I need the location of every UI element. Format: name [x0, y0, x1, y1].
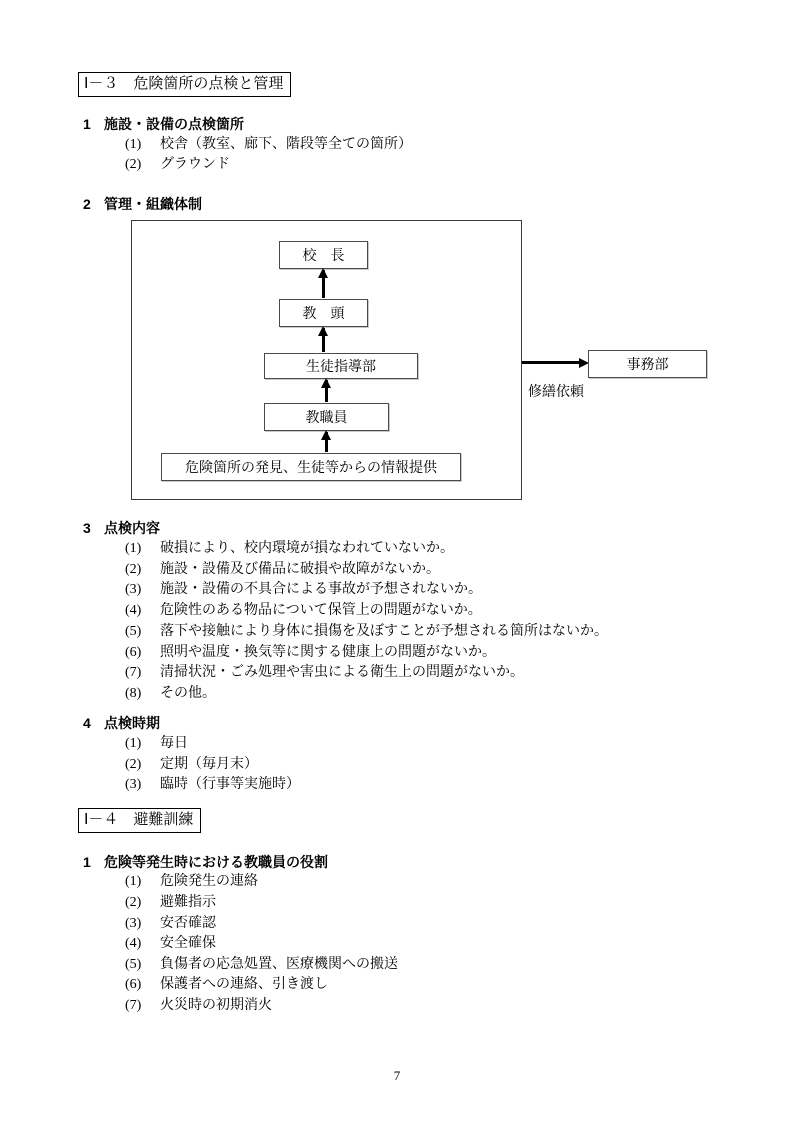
item-label: (2): [125, 157, 142, 172]
item-text: 危険発生の連絡: [160, 874, 258, 889]
item-text: 照明や温度・換気等に関する健康上の問題がないか。: [160, 645, 496, 660]
diagram-node-report: 危険箇所の発見、生徒等からの情報提供: [161, 453, 461, 481]
diagram-node-vice-principal: 教 頭: [279, 299, 368, 327]
list-item: [125, 135, 412, 155]
item-text: 安否確認: [160, 916, 216, 931]
list-item: [125, 601, 482, 621]
item-label: (2): [125, 562, 142, 577]
list-item: [125, 955, 398, 975]
item-label: (4): [125, 603, 142, 618]
diagram-node-student-guidance: 生徒指導部: [264, 353, 418, 379]
list-item: [125, 580, 482, 600]
diagram-node-admin: 事務部: [588, 350, 707, 378]
item-label: (5): [125, 624, 142, 639]
list-item: [125, 914, 216, 934]
item-label: (1): [125, 541, 142, 556]
list-item: [125, 996, 272, 1016]
heading-text: 危険等発生時における教職員の役割: [104, 854, 328, 870]
item-label: (1): [125, 874, 142, 889]
list-item: [125, 560, 440, 580]
diagram-node-principal: 校 長: [279, 241, 368, 269]
item-text: 危険性のある物品について保管上の問題がないか。: [160, 603, 482, 618]
item-label: (6): [125, 977, 142, 992]
item-label: (1): [125, 736, 142, 751]
arrow-up-icon: [325, 432, 328, 452]
item-label: (3): [125, 582, 142, 597]
heading-inspection-timing: [83, 713, 160, 733]
item-text: 施設・設備の不具合による事故が予想されないか。: [160, 582, 482, 597]
section-1-3-title: Ⅰ－３ 危険箇所の点検と管理: [78, 72, 291, 97]
arrow-right-icon: [522, 361, 580, 364]
heading-text: 施設・設備の点検箇所: [104, 116, 244, 132]
arrow-up-icon: [325, 380, 328, 402]
arrow-up-icon: [322, 270, 325, 298]
item-text: グラウンド: [160, 157, 230, 172]
list-item: [125, 893, 216, 913]
list-item: [125, 539, 454, 559]
item-text: 臨時（行事等実施時）: [160, 777, 300, 792]
heading-staff-roles: [83, 852, 328, 872]
heading-organization: [83, 194, 202, 214]
diagram-node-staff: 教職員: [264, 403, 389, 431]
list-item: [125, 934, 216, 954]
list-item: [125, 775, 300, 795]
item-label: (2): [125, 895, 142, 910]
item-label: (7): [125, 665, 142, 680]
heading-number: 2: [83, 196, 91, 212]
item-text: 破損により、校内環境が損なわれていないか。: [160, 541, 454, 556]
heading-text: 点検内容: [104, 520, 160, 536]
heading-inspection-content: [83, 518, 160, 538]
item-label: (3): [125, 916, 142, 931]
item-text: 清掃状況・ごみ処理や害虫による衛生上の問題がないか。: [160, 665, 524, 680]
list-item: [125, 622, 608, 642]
heading-text: 管理・組織体制: [104, 196, 202, 212]
organization-diagram: [131, 220, 522, 500]
item-label: (8): [125, 686, 142, 701]
heading-number: 3: [83, 520, 91, 536]
list-item: [125, 643, 496, 663]
heading-inspection-locations: [83, 114, 244, 134]
arrow-up-icon: [322, 328, 325, 352]
list-item: [125, 872, 258, 892]
item-text: 安全確保: [160, 936, 216, 951]
section-1-4-title: Ⅰ－４ 避難訓練: [78, 808, 201, 833]
item-text: 負傷者の応急処置、医療機関への搬送: [160, 957, 398, 972]
item-label: (6): [125, 645, 142, 660]
item-text: その他。: [160, 686, 216, 701]
heading-number: 1: [83, 854, 91, 870]
list-item: [125, 684, 216, 704]
page-number: 7: [393, 1068, 401, 1083]
item-text: 施設・設備及び備品に破損や故障がないか。: [160, 562, 440, 577]
item-text: 落下や接触により身体に損傷を及ぼすことが予想される箇所はないか。: [160, 624, 608, 639]
item-text: 毎日: [160, 736, 188, 751]
item-text: 避難指示: [160, 895, 216, 910]
item-text: 火災時の初期消火: [160, 998, 272, 1013]
item-text: 保護者への連絡、引き渡し: [160, 977, 328, 992]
item-label: (4): [125, 936, 142, 951]
list-item: [125, 155, 230, 175]
list-item: [125, 755, 258, 775]
list-item: [125, 975, 328, 995]
item-text: 定期（毎月末）: [160, 757, 258, 772]
item-label: (5): [125, 957, 142, 972]
item-label: (2): [125, 757, 142, 772]
heading-text: 点検時期: [104, 715, 160, 731]
list-item: [125, 663, 524, 683]
heading-number: 1: [83, 116, 91, 132]
item-label: (3): [125, 777, 142, 792]
item-text: 校舎（教室、廊下、階段等全ての箇所）: [160, 137, 412, 152]
item-label: (1): [125, 137, 142, 152]
heading-number: 4: [83, 715, 91, 731]
item-label: (7): [125, 998, 142, 1013]
list-item: [125, 734, 188, 754]
arrow-label-repair-request: 修繕依頼: [528, 385, 584, 400]
